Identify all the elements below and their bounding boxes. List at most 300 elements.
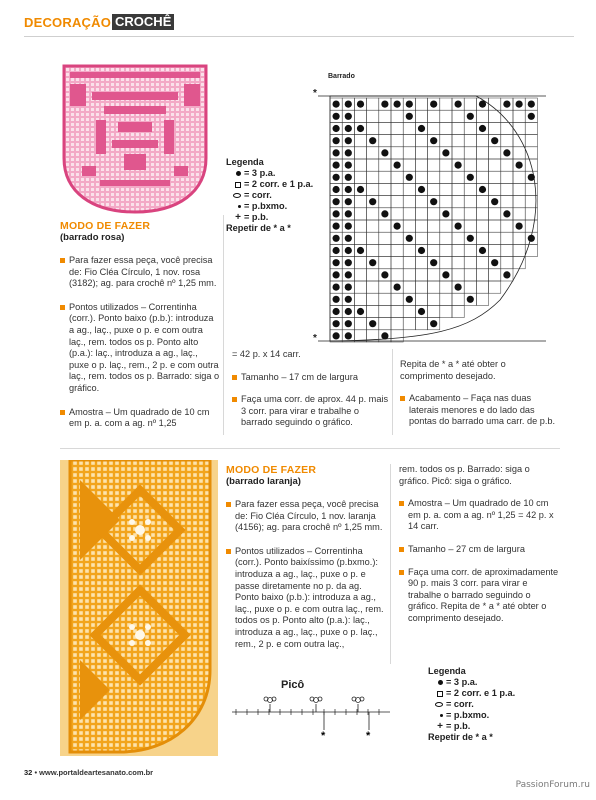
chart-cell (476, 122, 488, 134)
chart-cell (513, 159, 525, 171)
pink-materials: Para fazer essa peça, você precisa de: Fio Cléa Círculo, 1 nov. rosa (3182); ag. para crochê nº 1,25 mm. (60, 255, 220, 290)
filled-dot-icon (226, 171, 244, 176)
chart-cell (501, 196, 513, 208)
chart-cell (342, 318, 354, 330)
chart-cell (440, 257, 452, 269)
chart-cell (330, 110, 342, 122)
chart-cell (415, 257, 427, 269)
chart-cell (330, 183, 342, 195)
chart-cell (342, 220, 354, 232)
chart-cell (489, 110, 501, 122)
chart-cell (476, 147, 488, 159)
chart-dot (333, 137, 340, 144)
chart-cell (489, 220, 501, 232)
chart-cell (342, 135, 354, 147)
chart-dot (455, 223, 462, 230)
footer-url[interactable]: www.portaldeartesanato.com.br (39, 768, 154, 777)
chart-dot (333, 320, 340, 327)
chart-cell (489, 159, 501, 171)
chart-cell (464, 122, 476, 134)
column-divider-3 (390, 464, 391, 664)
chart-cell (354, 183, 366, 195)
chart-dot (333, 149, 340, 156)
chart-dot (333, 223, 340, 230)
chart-dot (418, 308, 425, 315)
chart-dot (333, 113, 340, 120)
chart-dot (516, 162, 523, 169)
bullet (60, 258, 65, 263)
chart-cell (342, 171, 354, 183)
chart-cell (476, 171, 488, 183)
chart-dot (430, 259, 437, 266)
chart-dot (369, 198, 376, 205)
watermark: PassionForum.ru (515, 780, 590, 790)
chart-cell (428, 98, 440, 110)
chart-dot (357, 125, 364, 132)
chart-cell (379, 147, 391, 159)
chart-cell (415, 220, 427, 232)
small-dot-icon (428, 714, 446, 717)
chart-cell (513, 232, 525, 244)
chart-dot (345, 320, 352, 327)
chart-cell (501, 135, 513, 147)
chart-cell (464, 98, 476, 110)
chart-cell (513, 110, 525, 122)
chart-cell (403, 257, 415, 269)
chart-cell (525, 244, 537, 256)
chart-cell (342, 232, 354, 244)
chart-cell (452, 135, 464, 147)
chart-cell (342, 147, 354, 159)
bullet (226, 549, 231, 554)
chart-cell (501, 159, 513, 171)
chart-cell (464, 183, 476, 195)
chart-cell (464, 232, 476, 244)
chart-dot (333, 101, 340, 108)
chart-cell (342, 269, 354, 281)
section-title: DECORAÇÃO (24, 14, 112, 30)
chart-cell (525, 171, 537, 183)
legend-repeat: Repetir de * a * (226, 223, 291, 233)
chart-cell (403, 171, 415, 183)
chart-cell (452, 196, 464, 208)
chart-cell (379, 171, 391, 183)
chart-cell (452, 232, 464, 244)
chart-cell (379, 269, 391, 281)
pico-chart (226, 690, 396, 740)
chart-cell (330, 318, 342, 330)
chart-cell (367, 208, 379, 220)
chart-cell (354, 196, 366, 208)
chart-cell (440, 269, 452, 281)
chart-cell (403, 281, 415, 293)
orange-instructions-col2 (399, 464, 559, 625)
chart-cell (415, 196, 427, 208)
chart-cell (440, 98, 452, 110)
chart-dot (491, 198, 498, 205)
chart-cell (428, 183, 440, 195)
chart-cell (464, 147, 476, 159)
chart-cell (464, 281, 476, 293)
chart-cell (452, 293, 464, 305)
chart-cell (403, 220, 415, 232)
bullet (232, 375, 237, 380)
chart-dot (467, 296, 474, 303)
chart-cell (440, 122, 452, 134)
chart-dot (333, 308, 340, 315)
chart-cell (440, 293, 452, 305)
chart-cell (391, 208, 403, 220)
chart-dot (333, 210, 340, 217)
chart-cell (513, 244, 525, 256)
chart-dot (406, 101, 413, 108)
chart-cell (476, 269, 488, 281)
chart-cell (513, 196, 525, 208)
chart-cell (452, 98, 464, 110)
chart-dot (406, 235, 413, 242)
chart-cell (501, 171, 513, 183)
chart-cell (440, 208, 452, 220)
chart-cell (428, 244, 440, 256)
chart-cell (415, 269, 427, 281)
chart-dot (369, 259, 376, 266)
pink-repeat: Repita de * a * até obter o comprimento desejado. (400, 359, 506, 381)
chart-dot (357, 186, 364, 193)
chart-cell (391, 159, 403, 171)
chart-cell (342, 208, 354, 220)
chart-cell (391, 135, 403, 147)
chart-dot (333, 247, 340, 254)
chart-cell (476, 183, 488, 195)
chart-cell (330, 220, 342, 232)
chart-cell (440, 281, 452, 293)
chart-cell (330, 208, 342, 220)
chart-dot (369, 320, 376, 327)
chart-cell (440, 110, 452, 122)
chart-cell (513, 220, 525, 232)
chart-dot (406, 296, 413, 303)
chart-cell (367, 98, 379, 110)
chart-cell (501, 110, 513, 122)
chart-cell (354, 147, 366, 159)
chart-cell (428, 110, 440, 122)
chart-dot (333, 296, 340, 303)
bullet (232, 397, 237, 402)
chart-cell (403, 305, 415, 317)
chart-dot (345, 162, 352, 169)
section-divider (60, 448, 560, 449)
chart-cell (489, 98, 501, 110)
chart-cell (391, 171, 403, 183)
chart-dot (528, 113, 535, 120)
chart-cell (342, 257, 354, 269)
page-footer: 32 • www.portaldeartesanato.com.br (24, 768, 154, 777)
chart-cell (354, 208, 366, 220)
chart-dot (345, 113, 352, 120)
chart-cell (476, 98, 488, 110)
chart-cell (489, 122, 501, 134)
chart-dot (369, 137, 376, 144)
chart-cell (525, 196, 537, 208)
chart-cell (415, 110, 427, 122)
chart-cell (476, 135, 488, 147)
chart-cell (330, 244, 342, 256)
chart-cell (489, 183, 501, 195)
chart-cell (428, 269, 440, 281)
chart-cell (415, 147, 427, 159)
chart-cell (452, 122, 464, 134)
chart-dot (333, 271, 340, 278)
chart-cell (379, 305, 391, 317)
section-category: CROCHÊ (112, 14, 174, 30)
plus-icon: + (437, 720, 443, 732)
chart-cell (489, 135, 501, 147)
chart-cell (440, 183, 452, 195)
chart-cell (415, 208, 427, 220)
chart-cell (354, 232, 366, 244)
chart-dot (455, 162, 462, 169)
chart-cell (403, 147, 415, 159)
chart-cell (464, 269, 476, 281)
chart-cell (330, 98, 342, 110)
chart-cell (489, 257, 501, 269)
chart-dot (516, 101, 523, 108)
chart-cell (330, 159, 342, 171)
chart-cell (367, 244, 379, 256)
chart-cell (464, 208, 476, 220)
chart-dot (381, 101, 388, 108)
chart-cell (476, 110, 488, 122)
chart-cell (367, 232, 379, 244)
chart-cell (489, 244, 501, 256)
chart-cell (367, 196, 379, 208)
chart-cell (330, 293, 342, 305)
chart-dot (406, 174, 413, 181)
chart-cell (342, 330, 354, 342)
chart-cell (452, 147, 464, 159)
legend-item-triple-dc: = 3 p.a. (428, 677, 515, 688)
legend-pink (226, 157, 313, 234)
chart-cell (354, 122, 366, 134)
chart-cell (489, 269, 501, 281)
chart-dot (333, 162, 340, 169)
chart-cell (501, 269, 513, 281)
chart-label: Barrado (328, 73, 355, 80)
chart-dot (418, 125, 425, 132)
chart-cell (513, 122, 525, 134)
chart-dot (345, 186, 352, 193)
chart-cell (428, 147, 440, 159)
orange-materials: Para fazer essa peça, você precisa de: Fio Cléa Círculo, 1 nov. laranja (4156); ag. para crochê nº 1,25 mm. (226, 499, 386, 534)
chart-cell (403, 110, 415, 122)
chart-dot (491, 259, 498, 266)
legend-item-sc: + = p.b. (226, 212, 313, 223)
chart-cell (379, 257, 391, 269)
chart-cell (501, 183, 513, 195)
chart-dot (479, 125, 486, 132)
chart-cell (367, 281, 379, 293)
chart-cell (525, 98, 537, 110)
chart-cell (391, 196, 403, 208)
chart-cell (415, 281, 427, 293)
chart-cell (440, 135, 452, 147)
chart-cell (403, 318, 415, 330)
chart-cell (391, 269, 403, 281)
chart-cell (354, 305, 366, 317)
chart-cell (464, 293, 476, 305)
chart-cell (428, 305, 440, 317)
chart-dot (345, 284, 352, 291)
chart-cell (391, 232, 403, 244)
chart-cell (525, 183, 537, 195)
chart-cell (428, 208, 440, 220)
chart-cell (367, 305, 379, 317)
chart-cell (525, 220, 537, 232)
chart-cell (403, 232, 415, 244)
chart-cell (330, 330, 342, 342)
chart-dot (418, 186, 425, 193)
chart-dot (430, 320, 437, 327)
chart-dot (503, 101, 510, 108)
oval-icon (226, 193, 244, 198)
chart-cell (428, 159, 440, 171)
chart-dot (394, 162, 401, 169)
chart-cell (367, 183, 379, 195)
chart-cell (391, 183, 403, 195)
chart-marker-bottom: * (313, 333, 317, 344)
chart-cell (391, 293, 403, 305)
pico-label: Picô (281, 679, 305, 691)
chart-dot (345, 125, 352, 132)
chart-cell (440, 159, 452, 171)
bullet (399, 570, 404, 575)
chart-cell (391, 257, 403, 269)
chart-cell (391, 147, 403, 159)
legend-item-chain: = corr. (226, 190, 313, 201)
chart-cell (367, 122, 379, 134)
chart-cell (464, 257, 476, 269)
chart-cell (330, 257, 342, 269)
pink-finishing: Acabamento – Faça nas duas laterais menores e do lado das pontas do barrado uma carr. de p.b. (400, 393, 560, 428)
chart-cell (440, 171, 452, 183)
chart-cell (379, 281, 391, 293)
chart-cell (428, 257, 440, 269)
chart-cell (501, 98, 513, 110)
pink-border-photo (60, 62, 210, 214)
chart-dot (345, 223, 352, 230)
chart-cell (391, 305, 403, 317)
chart-dot (442, 149, 449, 156)
chart-dot (357, 247, 364, 254)
chart-cell (342, 159, 354, 171)
chart-cell (489, 196, 501, 208)
chart-cell (367, 318, 379, 330)
chart-cell (501, 122, 513, 134)
legend-item-mesh: = 2 corr. e 1 p.a. (226, 179, 313, 190)
chart-cell (501, 147, 513, 159)
chart-cell (330, 147, 342, 159)
chart-dot (345, 308, 352, 315)
chart-dot (467, 113, 474, 120)
chart-dot (345, 271, 352, 278)
chart-dot (381, 332, 388, 339)
legend-item-slip: = p.bxmo. (226, 201, 313, 212)
small-dot-icon (226, 205, 244, 208)
chart-cell (403, 135, 415, 147)
chart-dot (345, 259, 352, 266)
chart-cell (403, 208, 415, 220)
chart-cell (525, 135, 537, 147)
pink-gauge-cont: = 42 p. x 14 carr. (232, 349, 301, 359)
column-divider-2 (392, 349, 393, 435)
chart-cell (342, 281, 354, 293)
chart-cell (415, 305, 427, 317)
chart-cell (476, 232, 488, 244)
chart-cell (476, 293, 488, 305)
chart-cell (452, 244, 464, 256)
chart-cell (342, 196, 354, 208)
chart-cell (391, 122, 403, 134)
chart-cell (452, 110, 464, 122)
chart-cell (354, 330, 366, 342)
chart-cell (452, 208, 464, 220)
chart-cell (440, 147, 452, 159)
chart-cell (501, 232, 513, 244)
chart-dot (333, 332, 340, 339)
chart-cell (330, 122, 342, 134)
chart-dot (381, 149, 388, 156)
chart-dot (333, 259, 340, 266)
chart-cell (464, 135, 476, 147)
bullet (399, 501, 404, 506)
orange-instructions (226, 464, 386, 650)
chart-cell (440, 305, 452, 317)
plus-icon: + (235, 211, 241, 223)
chart-cell (354, 110, 366, 122)
chart-cell (354, 293, 366, 305)
chart-cell (330, 196, 342, 208)
chart-cell (501, 244, 513, 256)
legend-title: Legenda (428, 666, 466, 676)
chart-cell (379, 183, 391, 195)
pink-gauge: Amostra – Um quadrado de 10 cm em p. a. com a ag. nº 1,25 (60, 407, 220, 430)
chart-dot (528, 174, 535, 181)
chart-dot (430, 198, 437, 205)
chart-cell (342, 183, 354, 195)
chart-cell (525, 232, 537, 244)
chart-cell (464, 196, 476, 208)
chart-cell (391, 318, 403, 330)
pink-instructions-col2 (232, 349, 390, 429)
orange-stitches: Pontos utilizados – Correntinha (corr.). Ponto baixíssimo (p.bxmo.): introduza a ag., laç., puxe o p. e passe diretamente no p. da ag. Ponto baixo (p.b.): introduza a ag., laç., puxe o p. e com outra laç., rem. todos os p. Ponto alto (p.a.): laç., introduza a ag., laç., puxe o p. laç., rem., 2 p. e com outra laç., (226, 546, 386, 650)
chart-dot (528, 235, 535, 242)
section-header (24, 14, 174, 30)
chart-cell (464, 110, 476, 122)
chart-dot (345, 149, 352, 156)
chart-cell (452, 269, 464, 281)
chart-dot (516, 223, 523, 230)
page-number: 32 (24, 768, 33, 777)
chart-cell (452, 220, 464, 232)
chart-cell (391, 220, 403, 232)
chart-cell (379, 208, 391, 220)
chart-cell (464, 244, 476, 256)
chart-dot (394, 223, 401, 230)
chart-cell (403, 159, 415, 171)
chart-dot (333, 174, 340, 181)
chart-cell (379, 135, 391, 147)
chart-cell (342, 244, 354, 256)
